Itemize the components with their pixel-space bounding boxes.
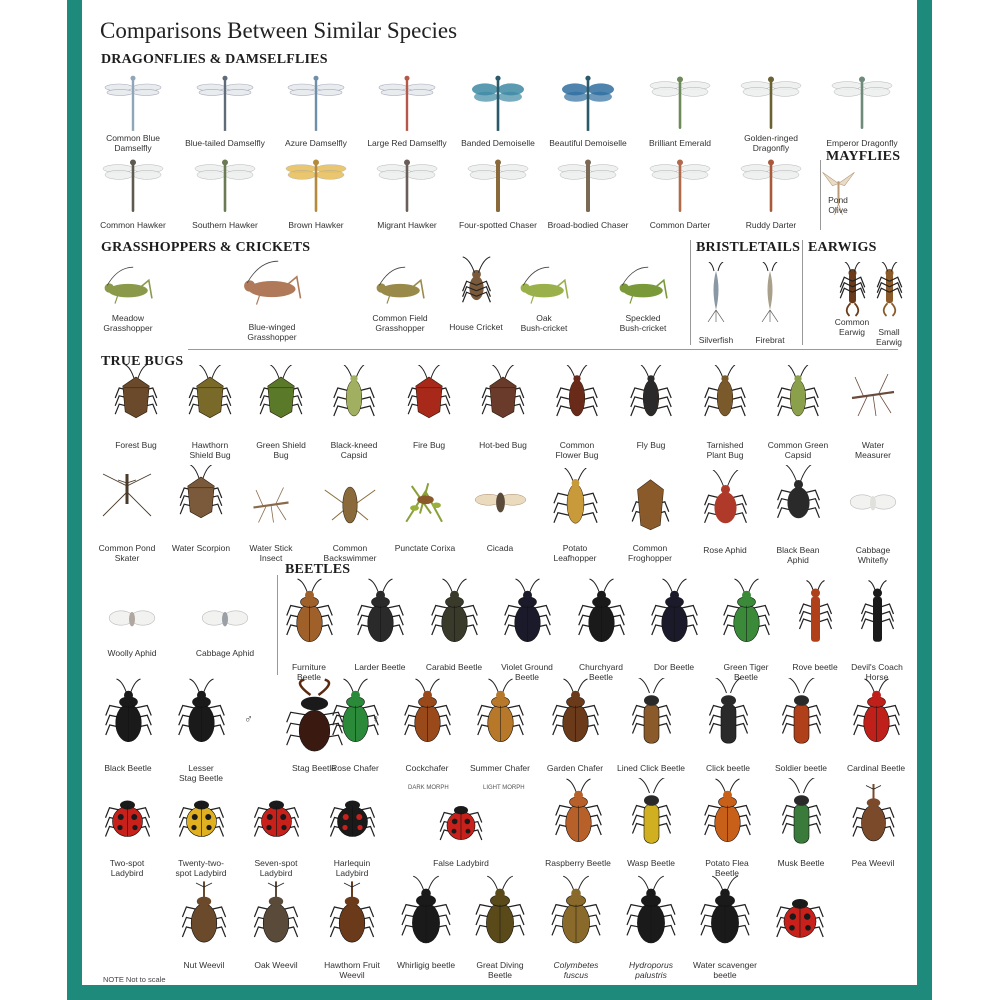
extra-illustration <box>760 875 840 955</box>
section-beetles: BEETLES <box>285 562 351 577</box>
potato-leafhopper-illustration <box>543 468 608 533</box>
common-flower-bug-label: Common Flower Bug <box>555 440 599 460</box>
large-red-damselfly-label: Large Red Damselfly <box>367 138 447 148</box>
twenty-two-spot-ladybird-illustration <box>164 778 239 853</box>
large-red-damselfly-illustration <box>376 72 438 134</box>
male-symbol: ♂ <box>244 712 253 726</box>
nut-weevil-label: Nut Weevil <box>183 960 225 970</box>
forest-bug-illustration <box>106 365 166 425</box>
pea-weevil-label: Pea Weevil <box>851 858 895 868</box>
beautiful-demoiselle-label: Beautiful Demoiselle <box>549 138 627 148</box>
banded-demoiselle-illustration <box>467 72 529 134</box>
harlequin-ladybird-illustration <box>315 778 390 853</box>
pond-olive-label: Pond Olive <box>828 195 848 215</box>
brown-hawker-illustration <box>285 155 347 217</box>
migrant-hawker-illustration <box>376 155 438 217</box>
musk-beetle-illustration <box>764 778 839 853</box>
cicada-label: Cicada <box>486 543 514 553</box>
lesser-stag-beetle-illustration <box>164 678 239 753</box>
garden-chafer-label: Garden Chafer <box>546 763 604 773</box>
banded-demoiselle-label: Banded Demoiselle <box>461 138 535 148</box>
emperor-dragonfly-label: Emperor Dragonfly <box>826 138 898 148</box>
water-scorpion-label: Water Scorpion <box>171 543 231 553</box>
summer-chafer-label: Summer Chafer <box>470 763 530 773</box>
hawthorn-fruit-weevil-illustration <box>312 875 392 955</box>
four-spotted-chaser-illustration <box>467 155 529 217</box>
water-scavenger-beetle-illustration <box>685 875 765 955</box>
common-green-capsid-label: Common Green Capsid <box>767 440 829 460</box>
cabbage-aphid-label: Cabbage Aphid <box>195 648 255 658</box>
hot-bed-bug-label: Hot-bed Bug <box>479 440 527 450</box>
potato-leafhopper-label: Potato Leafhopper <box>553 543 597 563</box>
harlequin-ladybird-label: Harlequin Ladybird <box>333 858 371 878</box>
soldier-beetle-label: Soldier beetle <box>775 763 827 773</box>
black-beetle-illustration <box>91 678 166 753</box>
cicada-illustration <box>473 475 528 530</box>
rose-chafer-illustration <box>318 678 393 753</box>
forest-bug-label: Forest Bug <box>115 440 157 450</box>
common-pond-skater-illustration <box>97 465 157 525</box>
common-backswimmer-illustration <box>320 475 380 535</box>
common-field-grasshopper-illustration <box>374 262 426 314</box>
blue-tailed-damselfly-illustration <box>194 72 256 134</box>
water-measurer-illustration <box>843 365 903 425</box>
section-true-bugs: TRUE BUGS <box>101 354 184 369</box>
fly-bug-label: Fly Bug <box>636 440 666 450</box>
section-bristletails: BRISTLETAILS <box>696 240 801 255</box>
whirligig-beetle-label: Whirligig beetle <box>396 960 456 970</box>
common-froghopper-label: Common Froghopper <box>628 543 672 563</box>
hawthorn-shield-bug-illustration <box>180 365 240 425</box>
false-ladybird-illustration <box>426 785 496 855</box>
fire-bug-label: Fire Bug <box>412 440 446 450</box>
golden-ringed-dragonfly-label: Golden-ringed Dragonfly <box>744 133 798 153</box>
teal-border-left <box>67 0 82 1000</box>
potato-flea-beetle-label: Potato Flea Beetle <box>705 858 749 878</box>
water-scorpion-illustration <box>171 465 231 525</box>
great-diving-beetle-illustration <box>460 875 540 955</box>
churchyard-beetle-label: Churchyard Beetle <box>579 662 623 682</box>
southern-hawker-illustration <box>194 155 256 217</box>
black-kneed-capsid-label: Black-kneed Capsid <box>330 440 378 460</box>
devil-s-coach-horse-illustration <box>840 578 915 653</box>
female-symbol: ♀ <box>371 712 380 726</box>
devil-s-coach-horse-label: Devil's Coach Horse <box>851 662 903 682</box>
ruddy-darter-label: Ruddy Darter <box>745 220 797 230</box>
green-shield-bug-illustration <box>251 365 311 425</box>
colymbetes-fuscus-label: Colymbetes fuscus <box>553 960 599 980</box>
meadow-grasshopper-label: Meadow Grasshopper <box>103 313 153 333</box>
common-blue-damselfly-illustration <box>102 72 164 134</box>
common-hawker-label: Common Hawker <box>100 220 166 230</box>
water-stick-insect-illustration <box>246 480 296 530</box>
great-diving-beetle-label: Great Diving Beetle <box>476 960 524 980</box>
seven-spot-ladybird-illustration <box>239 778 314 853</box>
migrant-hawker-label: Migrant Hawker <box>377 220 437 230</box>
black-bean-aphid-illustration <box>766 465 831 530</box>
twenty-two-spot-ladybird-label: Twenty-two- spot Ladybird <box>175 858 227 878</box>
water-measurer-label: Water Measurer <box>855 440 891 460</box>
potato-flea-beetle-illustration <box>690 778 765 853</box>
beautiful-demoiselle-illustration <box>557 72 619 134</box>
carabid-beetle-label: Carabid Beetle <box>425 662 483 672</box>
scale-note: NOTE Not to scale <box>103 975 166 984</box>
woolly-aphid-illustration <box>102 588 162 648</box>
fly-bug-illustration <box>621 365 681 425</box>
green-tiger-beetle-illustration <box>709 578 784 653</box>
oak-weevil-label: Oak Weevil <box>254 960 298 970</box>
speckled-bush-cricket-label: Speckled Bush-cricket <box>619 313 667 333</box>
furniture-beetle-label: Furniture Beetle <box>291 662 326 682</box>
click-beetle-label: Click beetle <box>706 763 750 773</box>
morph-light-label: LIGHT MORPH <box>483 785 525 791</box>
brilliant-emerald-label: Brilliant Emerald <box>649 138 711 148</box>
two-spot-ladybird-label: Two-spot Ladybird <box>109 858 145 878</box>
small-earwig-illustration <box>862 262 917 317</box>
common-hawker-illustration <box>102 155 164 217</box>
four-spotted-chaser-label: Four-spotted Chaser <box>459 220 537 230</box>
raspberry-beetle-illustration <box>541 778 616 853</box>
blue-winged-grasshopper-illustration <box>241 255 303 317</box>
cabbage-whitefly-illustration <box>843 472 903 532</box>
raspberry-beetle-label: Raspberry Beetle <box>545 858 611 868</box>
click-beetle-illustration <box>691 678 766 753</box>
cardinal-beetle-label: Cardinal Beetle <box>846 763 906 773</box>
brilliant-emerald-illustration <box>649 72 711 134</box>
firebrat-label: Firebrat <box>755 335 785 345</box>
lined-click-beetle-label: Lined Click Beetle <box>616 763 686 773</box>
meadow-grasshopper-illustration <box>102 262 154 314</box>
silverfish-label: Silverfish <box>698 335 734 345</box>
dor-beetle-illustration <box>637 578 712 653</box>
hot-bed-bug-illustration <box>473 365 533 425</box>
southern-hawker-label: Southern Hawker <box>192 220 258 230</box>
churchyard-beetle-illustration <box>564 578 639 653</box>
hawthorn-shield-bug-label: Hawthorn Shield Bug <box>189 440 231 460</box>
cabbage-aphid-illustration <box>195 588 255 648</box>
oak-bush-cricket-illustration <box>518 262 570 314</box>
water-stick-insect-label: Water Stick Insect <box>249 543 293 563</box>
punctate-corixa-label: Punctate Corixa <box>394 543 456 553</box>
section-dragonflies: DRAGONFLIES & DAMSELFLIES <box>101 52 328 67</box>
musk-beetle-label: Musk Beetle <box>777 858 825 868</box>
black-beetle-label: Black Beetle <box>104 763 152 773</box>
rose-aphid-illustration <box>693 470 758 535</box>
larder-beetle-label: Larder Beetle <box>354 662 406 672</box>
whirligig-beetle-illustration <box>386 875 466 955</box>
violet-ground-beetle-label: Violet Ground Beetle <box>501 662 553 682</box>
common-earwig-label: Common Earwig <box>834 317 870 337</box>
blue-tailed-damselfly-label: Blue-tailed Damselfly <box>185 138 265 148</box>
common-blue-damselfly-label: Common Blue Damselfly <box>106 133 160 153</box>
woolly-aphid-label: Woolly Aphid <box>107 648 157 658</box>
common-darter-illustration <box>649 155 711 217</box>
larder-beetle-illustration <box>343 578 418 653</box>
blue-winged-grasshopper-label: Blue-winged Grasshopper <box>247 322 297 342</box>
wasp-beetle-label: Wasp Beetle <box>627 858 675 868</box>
common-flower-bug-illustration <box>547 365 607 425</box>
speckled-bush-cricket-illustration <box>617 262 669 314</box>
black-bean-aphid-label: Black Bean Aphid <box>776 545 820 565</box>
broad-bodied-chaser-illustration <box>557 155 619 217</box>
common-pond-skater-label: Common Pond Skater <box>98 543 156 563</box>
rose-chafer-label: Rose Chafer <box>331 763 379 773</box>
colymbetes-fuscus-illustration <box>536 875 616 955</box>
seven-spot-ladybird-label: Seven-spot Ladybird <box>254 858 298 878</box>
azure-damselfly-label: Azure Damselfly <box>285 138 347 148</box>
hydroporus-palustris-illustration <box>611 875 691 955</box>
section-earwigs: EARWIGS <box>808 240 877 255</box>
common-darter-label: Common Darter <box>649 220 711 230</box>
small-earwig-label: Small Earwig <box>876 327 902 347</box>
nut-weevil-illustration <box>164 875 244 955</box>
house-cricket-label: House Cricket <box>449 322 503 332</box>
cockchafer-illustration <box>390 678 465 753</box>
teal-border-bottom <box>67 985 932 1000</box>
carabid-beetle-illustration <box>417 578 492 653</box>
garden-chafer-illustration <box>538 678 613 753</box>
hawthorn-fruit-weevil-label: Hawthorn Fruit Weevil <box>324 960 380 980</box>
green-shield-bug-label: Green Shield Bug <box>256 440 306 460</box>
emperor-dragonfly-illustration <box>831 72 893 134</box>
teal-border-right <box>917 0 932 1000</box>
common-froghopper-illustration <box>618 470 683 535</box>
firebrat-illustration <box>740 262 800 322</box>
silverfish-illustration <box>686 262 746 322</box>
rove-beetle-label: Rove beetle <box>792 662 838 672</box>
soldier-beetle-illustration <box>764 678 839 753</box>
dor-beetle-label: Dor Beetle <box>653 662 695 672</box>
page-title: Comparisons Between Similar Species <box>100 18 458 43</box>
furniture-beetle-illustration <box>272 578 347 653</box>
tarnished-plant-bug-label: Tarnished Plant Bug <box>706 440 744 460</box>
divider-true-bugs <box>188 349 898 350</box>
fire-bug-illustration <box>399 365 459 425</box>
section-grasshoppers: GRASSHOPPERS & CRICKETS <box>101 240 311 255</box>
lesser-stag-beetle-label: Lesser Stag Beetle <box>179 763 223 783</box>
common-green-capsid-illustration <box>768 365 828 425</box>
morph-dark-label: DARK MORPH <box>408 785 449 791</box>
rose-aphid-label: Rose Aphid <box>703 545 747 555</box>
summer-chafer-illustration <box>463 678 538 753</box>
azure-damselfly-illustration <box>285 72 347 134</box>
green-tiger-beetle-label: Green Tiger Beetle <box>723 662 769 682</box>
broad-bodied-chaser-label: Broad-bodied Chaser <box>547 220 629 230</box>
lined-click-beetle-illustration <box>614 678 689 753</box>
divider-earwigs <box>802 240 803 345</box>
brown-hawker-label: Brown Hawker <box>288 220 344 230</box>
oak-bush-cricket-label: Oak Bush-cricket <box>520 313 568 333</box>
black-kneed-capsid-illustration <box>324 365 384 425</box>
water-scavenger-beetle-label: Water scavenger beetle <box>693 960 757 980</box>
common-field-grasshopper-label: Common Field Grasshopper <box>372 313 428 333</box>
cockchafer-label: Cockchafer <box>405 763 449 773</box>
wasp-beetle-illustration <box>614 778 689 853</box>
two-spot-ladybird-illustration <box>90 778 165 853</box>
violet-ground-beetle-illustration <box>490 578 565 653</box>
punctate-corixa-illustration <box>398 475 453 530</box>
common-backswimmer-label: Common Backswimmer <box>323 543 377 563</box>
stag-beetle-label: Stag Beetle <box>292 763 336 773</box>
oak-weevil-illustration <box>236 875 316 955</box>
hydroporus-palustris-label: Hydroporus palustris <box>629 960 673 980</box>
cabbage-whitefly-label: Cabbage Whitefly <box>855 545 891 565</box>
house-cricket-illustration <box>449 255 504 310</box>
section-mayflies: MAYFLIES <box>826 149 901 164</box>
pea-weevil-illustration <box>836 778 911 853</box>
cardinal-beetle-illustration <box>839 678 914 753</box>
false-ladybird-label: False Ladybird <box>433 858 489 868</box>
golden-ringed-dragonfly-illustration <box>740 72 802 134</box>
tarnished-plant-bug-illustration <box>695 365 755 425</box>
